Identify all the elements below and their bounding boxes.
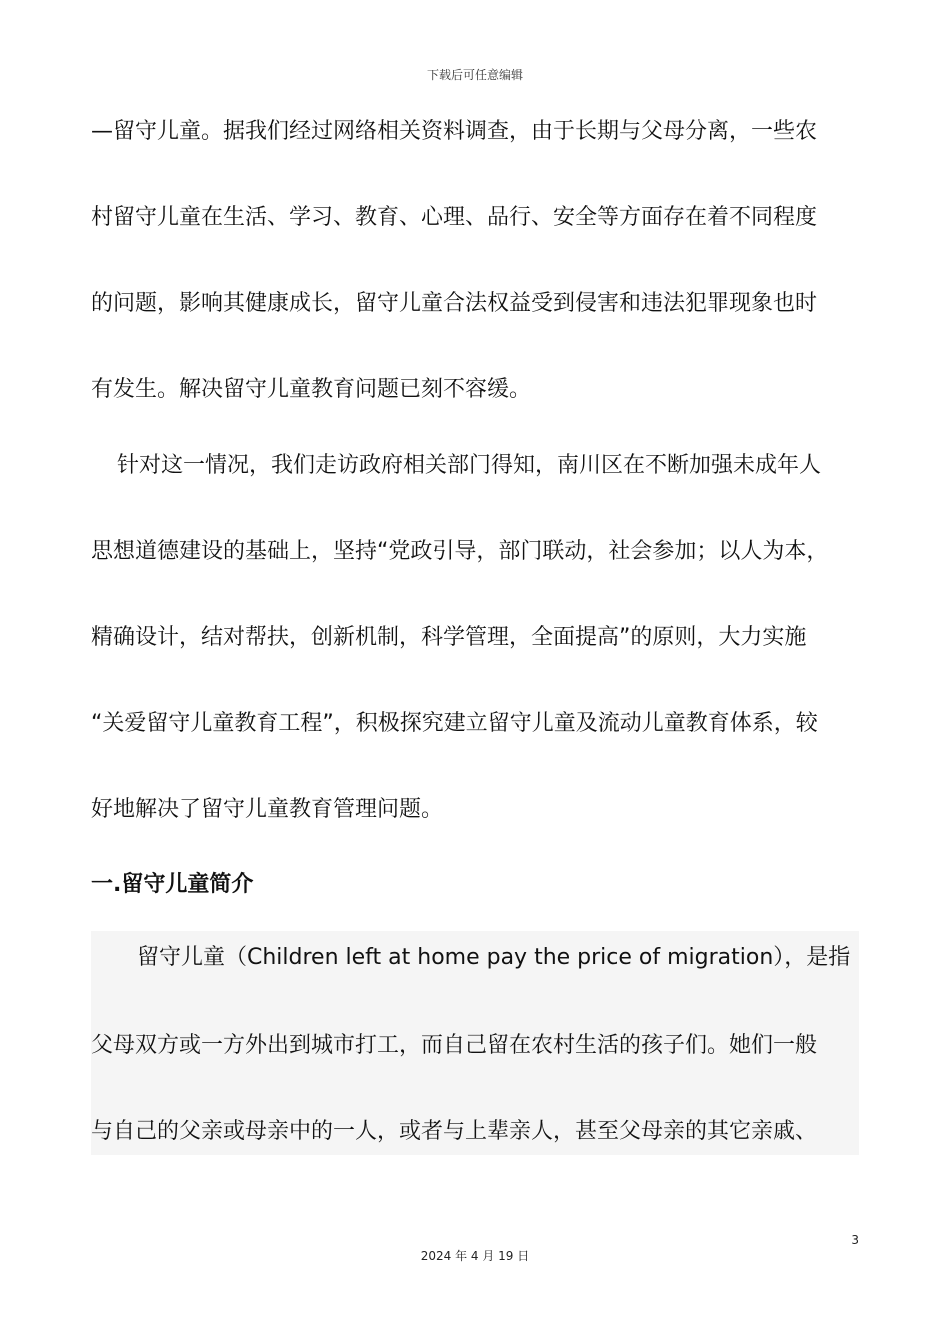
body-line-5: 针对这一情况，我们走访政府相关部门得知，南川区在不断加强未成年人	[117, 453, 822, 478]
shaded-line-2: 父母双方或一方外出到城市打工，而自己留在农村生活的孩子们。她们一般	[91, 1033, 818, 1058]
body-line-4: 有发生。解决留守儿童教育问题已刻不容缓。	[91, 377, 532, 402]
body-line-1: —留守儿童。据我们经过网络相关资料调查，由于长期与父母分离，一些农	[91, 119, 818, 144]
footer-date: 2024 年 4 月 19 日	[420, 1249, 530, 1263]
body-line-3: 的问题，影响其健康成长，留守儿童合法权益受到侵害和违法犯罪现象也时	[91, 291, 818, 316]
page-header: 下载后可任意编辑	[426, 68, 523, 82]
page-number: 3	[851, 1233, 859, 1247]
body-line-8: “关爱留守儿童教育工程”，积极探究建立留守儿童及流动儿童教育体系，较	[91, 711, 818, 736]
shaded-line-1: 留守儿童（Children left at home pay the price of migration），是指	[137, 945, 851, 970]
body-line-2: 村留守儿童在生活、学习、教育、心理、品行、安全等方面存在着不同程度	[91, 205, 818, 230]
body-line-7: 精确设计，结对帮扶，创新机制，科学管理，全面提高”的原则，大力实施	[91, 625, 807, 650]
body-line-6: 思想道德建设的基础上，坚持“党政引导，部门联动，社会参加；以人为本，	[91, 539, 829, 564]
body-line-9: 好地解决了留守儿童教育管理问题。	[91, 797, 444, 822]
shaded-line-3: 与自己的父亲或母亲中的一人，或者与上辈亲人，甚至父母亲的其它亲戚、	[91, 1119, 818, 1144]
section-heading: 一.留守儿童简介	[91, 872, 254, 897]
